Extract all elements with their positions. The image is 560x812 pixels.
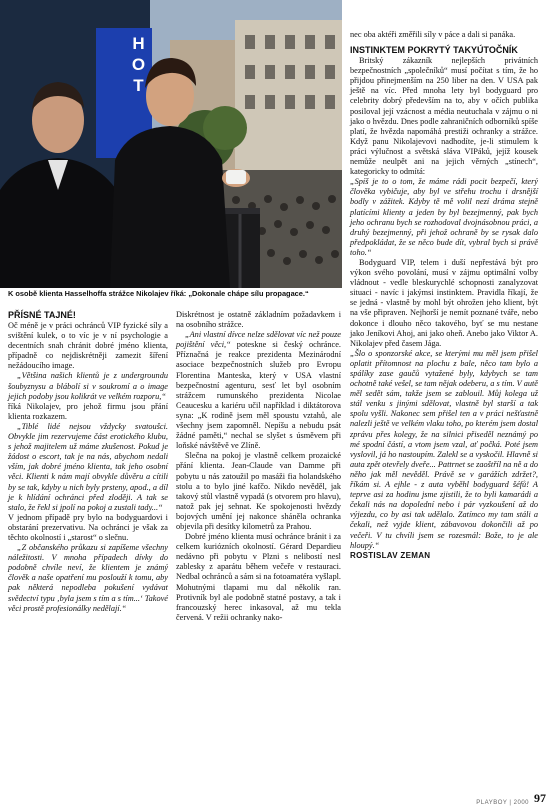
- paragraph-text: poteskne si český ochránce. Příznačná je reakce prezidenta Mezinárodní asociace bezpečnostních služeb pro Evropu Florentina Manteska, který v USA vlastní bezpečnostní agenturu, sesť let byl osobním strážcem rumunského prezidenta Nicolae Ceaucesku a kariéru učil například i diktátorova syna: „K rodině jsem měl spoustu vztahů, ale všechny jsem zapomněl. Nepíšu a nebudu psát žádné paměti,“ nechal se slyšet s úsměvem při loňské návštěvě ve Zlíně.: [176, 340, 341, 451]
- article-paragraph: Diskrétnost je ostatně základním požadavkem i na osobního strážce.: [176, 310, 341, 330]
- article-column-2: [176, 310, 341, 623]
- article-column-1: [8, 310, 168, 614]
- article-paragraph: „Tiblé lidé nejsou vždycky svatoušci. Obvykle jim rezervujeme část erotického klubu, s jehož majitelem už máme zkušenost. Pokud je žádost o escort, tak je na nás, abychom nedali vším, jak dobré jméno klienta, tak jeho osobní věci. Klienti k nám mají obvykle důvěru a cítili by se tak, kdyby u nich byly prsteny, apod., a díl je k hlídání ochránci před zloději. A tak se stalo, že řekl si jpolí na pokoj a zustali tady...“: [8, 421, 168, 512]
- article-paragraph: V jednom případě pry bylo na bodyguardovi i obstarání prezervativu. Na ochránci je však za těchto okolností i „starost“ o slečnu.: [8, 512, 168, 542]
- section-heading: PŘÍSNÉ TAJNÉ!: [8, 310, 76, 320]
- article-paragraph: Dobré jméno klienta musí ochránce bránit i za celkem kuriózních okolností. Gérard Depardieu nedávno při pobytu v Plzni s nelibostí nesl zablesky z aparátu během večeře v restauraci. Nedbal ochránců a sám si na fotoamatéra vyšlapl. Mohutnými tlapami mu dal několik ran. Protivník byl ale podobně statné postavy, a tak i francouzský herec inkasoval, až mu tekla červená. V režii ochranky nako-: [176, 532, 341, 622]
- article-paragraph: Bodyguard VIP, telem i duší nepřestává být pro výkon svého povolání, musí v zájmu optimální volby vládnout - vedle bleskurychlé schopnosti zanalyzovat situaci - navíc i jakýmsi instinktem. Pravidla říkají, že se jedná - vlastně by mohl být ohrožen jeho klient, být na vše připraven. Nejhorší je nemít poznané tváře, nebo dokonce i dlouho něco takového, byť se mu nestane jako Jeníkovi Ahoj, ani jako oheň. Anebo jako Viktor A. Nikolajev před časem Jága.: [350, 257, 538, 348]
- article-column-3: [350, 30, 538, 561]
- section-heading: INSTINKTEM POKRYTÝ TAKYÚTOČNÍK: [350, 45, 518, 56]
- article-photo: [0, 0, 342, 288]
- article-paragraph: „Z občanského průkazu si zapíšeme všechny náležitosti. V mnoha případech dívky do podobně chvíle neví, že klientem je známý člověk a naše opatření mu poslouží k tomu, aby pak některá nepodleba pokušení vydávat svědectví typu ‚byla jsem s tím a s tím...‘ Takové věci prostě profesionálky nedělají.“: [8, 543, 168, 613]
- page-number: 97: [534, 791, 546, 805]
- quote-lead: „Ani vlastní dívce nelze sdělovat víc než pouze pojištění věci,“: [176, 330, 341, 350]
- article-paragraph: Britský zákazník nejlepších privátních bezpečnostních „společníků“ musí počítat s tím, že ho přijdou přinejmenším na 250 liber na den. V USA pak ještě na víc. Před mnoha lety byl bodyguard pro celebrity dobrý především na to, aby v očích publika posiloval její vzácnost a média neutuchala v zájmu o ni jako o hvězdu. Dnes podle zahraničních odborníků spíše platí, že hvězda napomáhá prestiži ochranky a strážce. Když panu Nikolajevovi nadhodíte, je-li stimulem k práci výlučnost a světská sláva VIPáků, jejíž kousek nemůže neulpět ani na jejich věrných „stínech“, kategoricky to odmítá:: [350, 56, 538, 177]
- article-paragraph: „Spíš je to o tom, že máme rádi pocit bezpečí, který člověka vybičuje, aby byl ve střehu trochu i drsnější bodly v zážitek. Kdyby tě mě volil nezí dráma stejně platícími klienty a jeden by byl bezejmenný, pak bych jeho ochranu bych se rozhodoval dvojnásobnou práci, a druhý bezejmenný, při jehož ochraně by se rysak dalo předpokládat, že se něco bude dít, vybral bych si právě toho.“: [350, 177, 538, 257]
- author-signature: ROSTISLAV ZEMAN: [350, 550, 431, 560]
- article-paragraph: Slečna na pokoj je vlastně celkem prozaické přání klienta. Jean-Claude van Damme při pobytu u nás zatoužil po masáži fia holandského stolu a to bylo jiné kafčo. Nikdo nevěděl, jak takový stůl vlastně vypadá (s otvorem pro hlavu), natož pak jej sehnat. Ke spokojenosti hvězdy bojových umění jej nakonce sháněla ochranka objevila při desítky kilometrů za Prahou.: [176, 451, 341, 531]
- article-paragraph: Oč méně je v práci ochránců VIP fyzické síly a svištění kulek, o to víc je v ní psychologie a decentních snah chránit dobré jméno klienta, případně co nejdiskrétněji zamezit šíření nežádoucího image.: [8, 321, 168, 371]
- article-paragraph: „Většina našich klientů je z undergroundu šoubyznysu a blábolí si v soukromí a o image jejich podoby jsou kolikrát ve velkém rozporu,“: [8, 371, 168, 401]
- photo-caption: K osobě klienta Hasselhoffa strážce Nikolajev říká: „Dokonale chápe sílu propagace.“: [8, 289, 309, 298]
- magazine-issue: PLAYBOY | 2000: [476, 800, 529, 806]
- hotel-sign-text: HOT: [129, 34, 148, 97]
- article-paragraph: „Šlo o sponzorské akce, se kterými mu měl jsem přišel oplatit přítomnost na plochu z bale, něco tam bylo a spálíky zase gaučů vytažené byly, kdybych se tam ochotně také vešel, se tam nějak odeberu, a s tím. V autě měl sedět sám, takže jsem se zablouil. Můj kolega už stál venku s jinými sdělovat, vlastně byl starší a tak spolu vyšli. Nakonec sem přišel ten a v práci nešťastně nalezli ještě ve velkém vlaku toho, po kterém jsem dostal zprávu přes kolegy, že na silnici přiseděl neznámý po mé spodní částí, a vtom jsem vzal, ať počká. Poté jsem vyslovil, já ho nastoupím. Zalekl se a vyskočil. Hlavně si auta zpět otevřely dveře... Pattrnet se zaoštříl na ně a do něho jak měl nevěděl. Právě se v garážích zdržet?, říkám si. A ejhle - z auta vyběhl bodyguard šéfů! A teprve asi za hodinu jsme zjistili, že to byli kamarádi a čekali nás na dopolední nebo i pár vyzkoušení až do výjezdu, co by asi tak udělalo. Zatímco my tam stáli a čekali, než vyjde klient, zábavovou dokončili až po večeři. V tu chvíli jsem se rozesmál: Bože, to je ale hloupý.“: [350, 348, 538, 550]
- article-paragraph: říká Nikolajev, pro jehož firmu jsou přání klienta rozkazem.: [8, 401, 168, 421]
- page-footer: [476, 791, 546, 806]
- article-paragraph: nec oba aktéři změřili síly v páce a dali si panáka.: [350, 30, 516, 39]
- article-paragraph: [176, 330, 341, 451]
